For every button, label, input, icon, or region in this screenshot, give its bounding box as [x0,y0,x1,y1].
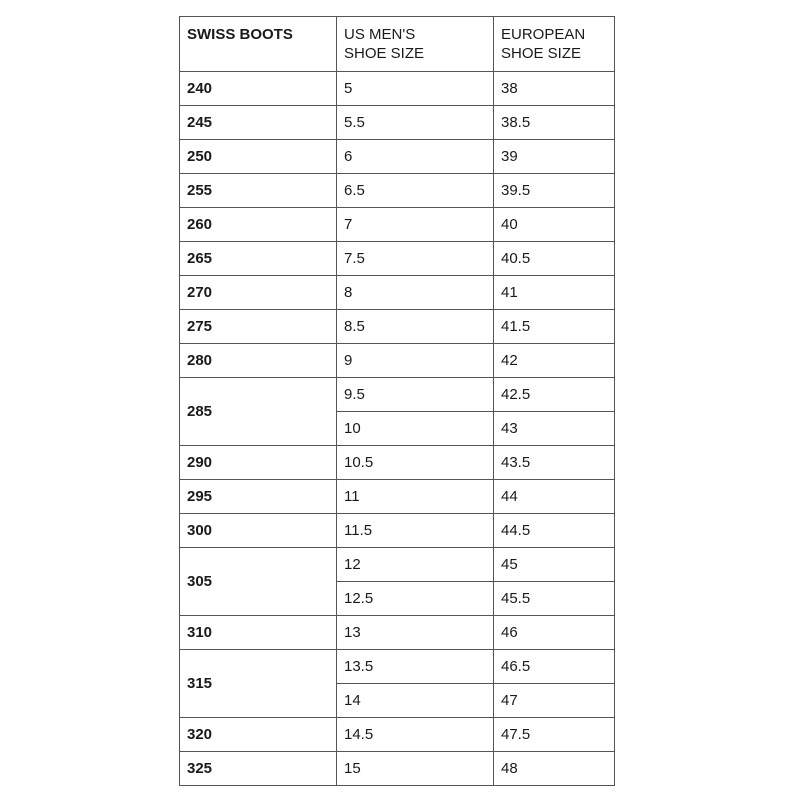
european-size-cell: 47 [494,684,615,718]
european-size-cell: 38 [494,72,615,106]
header-us-mens-line2: SHOE SIZE [344,45,425,62]
header-swiss-boots [180,17,337,72]
table-row [180,208,615,242]
table-row [180,378,615,412]
us-mens-size-cell: 10.5 [337,446,494,480]
table-row [180,480,615,514]
table-row [180,242,615,276]
us-mens-size-cell: 14 [337,684,494,718]
us-mens-size-cell: 6.5 [337,174,494,208]
table-row [180,752,615,786]
swiss-boot-size-cell: 250 [180,140,337,174]
us-mens-size-cell: 11.5 [337,514,494,548]
table-body [180,72,615,786]
us-mens-size-cell: 13.5 [337,650,494,684]
table-row [180,310,615,344]
swiss-boot-size-cell: 245 [180,106,337,140]
us-mens-size-cell: 6 [337,140,494,174]
swiss-boot-size-cell: 240 [180,72,337,106]
size-conversion-table [179,16,615,786]
table-row [180,344,615,378]
header-european-line2: SHOE SIZE [501,45,582,62]
european-size-cell: 38.5 [494,106,615,140]
swiss-boot-size-cell: 315 [180,650,337,718]
european-size-cell: 47.5 [494,718,615,752]
us-mens-size-cell: 12 [337,548,494,582]
swiss-boot-size-cell: 280 [180,344,337,378]
european-size-cell: 39 [494,140,615,174]
us-mens-size-cell: 10 [337,412,494,446]
european-size-cell: 44 [494,480,615,514]
table-row [180,140,615,174]
swiss-boot-size-cell: 305 [180,548,337,616]
swiss-boot-size-cell: 310 [180,616,337,650]
european-size-cell: 48 [494,752,615,786]
us-mens-size-cell: 5 [337,72,494,106]
us-mens-size-cell: 14.5 [337,718,494,752]
table-row [180,616,615,650]
us-mens-size-cell: 12.5 [337,582,494,616]
header-us-mens-shoe-size [337,17,494,72]
swiss-boot-size-cell: 320 [180,718,337,752]
header-european-line1: EUROPEAN [501,26,586,43]
table-row [180,650,615,684]
swiss-boot-size-cell: 290 [180,446,337,480]
table-row [180,174,615,208]
swiss-boot-size-cell: 275 [180,310,337,344]
european-size-cell: 40.5 [494,242,615,276]
table-row [180,106,615,140]
us-mens-size-cell: 11 [337,480,494,514]
swiss-boot-size-cell: 265 [180,242,337,276]
european-size-cell: 40 [494,208,615,242]
table-row [180,718,615,752]
us-mens-size-cell: 8 [337,276,494,310]
swiss-boot-size-cell: 270 [180,276,337,310]
european-size-cell: 43 [494,412,615,446]
european-size-cell: 41 [494,276,615,310]
table-row [180,446,615,480]
european-size-cell: 43.5 [494,446,615,480]
swiss-boot-size-cell: 285 [180,378,337,446]
swiss-boot-size-cell: 295 [180,480,337,514]
us-mens-size-cell: 13 [337,616,494,650]
swiss-boot-size-cell: 300 [180,514,337,548]
us-mens-size-cell: 8.5 [337,310,494,344]
european-size-cell: 39.5 [494,174,615,208]
us-mens-size-cell: 9.5 [337,378,494,412]
table-row [180,72,615,106]
header-swiss-boots-label: SWISS BOOTS [187,26,293,43]
swiss-boot-size-cell: 325 [180,752,337,786]
european-size-cell: 42.5 [494,378,615,412]
header-european-shoe-size [494,17,615,72]
table-row [180,548,615,582]
european-size-cell: 44.5 [494,514,615,548]
swiss-boot-size-cell: 255 [180,174,337,208]
us-mens-size-cell: 9 [337,344,494,378]
us-mens-size-cell: 15 [337,752,494,786]
us-mens-size-cell: 7.5 [337,242,494,276]
european-size-cell: 45.5 [494,582,615,616]
european-size-cell: 46.5 [494,650,615,684]
european-size-cell: 46 [494,616,615,650]
european-size-cell: 42 [494,344,615,378]
header-us-mens-line1: US MEN'S [344,26,416,43]
us-mens-size-cell: 7 [337,208,494,242]
european-size-cell: 45 [494,548,615,582]
us-mens-size-cell: 5.5 [337,106,494,140]
header-row [180,17,615,72]
table-row [180,514,615,548]
european-size-cell: 41.5 [494,310,615,344]
swiss-boot-size-cell: 260 [180,208,337,242]
table-row [180,276,615,310]
